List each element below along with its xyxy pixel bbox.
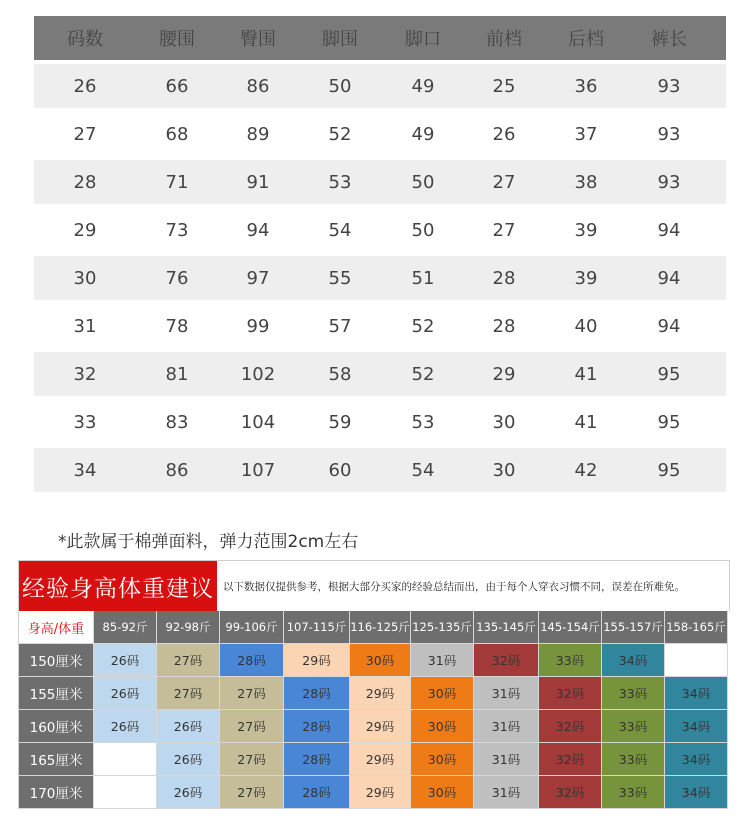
empty-cell [665,644,728,677]
table-row [34,400,726,444]
size-cell: 29码 [350,710,411,743]
table-cell: 38 [574,171,598,193]
table-cell: 91 [246,171,270,193]
table-cell: 102 [240,363,276,385]
table-cell: 71 [165,171,189,193]
weight-header: 85-92斤 [94,611,157,644]
table-cell: 31 [73,315,97,337]
size-cell: 26码 [157,710,220,743]
size-cell: 29码 [350,677,411,710]
table-row [34,448,726,492]
height-label: 170厘米 [19,776,94,809]
table-cell: 59 [328,411,352,433]
table-cell: 53 [328,171,352,193]
table-cell: 28 [73,171,97,193]
size-cell: 30码 [411,710,474,743]
header-waist: 腰围 [159,29,195,50]
table-cell: 55 [328,267,352,289]
table-cell: 73 [165,219,189,241]
table-cell: 97 [246,267,270,289]
table-cell: 32 [73,363,97,385]
size-cell: 26码 [94,710,157,743]
fabric-note: *此款属于棉弹面料，弹力范围2cm左右 [58,532,359,552]
size-cell: 31码 [474,743,539,776]
table-cell: 99 [246,315,270,337]
size-cell: 32码 [539,776,602,809]
table-cell: 94 [246,219,270,241]
weight-header: 107-115斤 [284,611,350,644]
table-cell: 29 [492,363,516,385]
table-cell: 95 [657,363,681,385]
table-cell: 95 [657,411,681,433]
table-cell: 25 [492,75,516,97]
table-cell: 54 [411,459,435,481]
weight-header: 125-135斤 [411,611,474,644]
recommendation-table [18,560,730,809]
size-cell: 32码 [474,644,539,677]
size-cell: 34码 [665,710,728,743]
table-row [34,208,726,252]
table-cell: 57 [328,315,352,337]
size-cell: 27码 [157,677,220,710]
size-cell: 32码 [539,710,602,743]
size-cell: 34码 [665,776,728,809]
table-cell: 50 [411,219,435,241]
table-cell: 93 [657,171,681,193]
size-cell: 28码 [284,776,350,809]
size-cell: 33码 [602,776,665,809]
table-cell: 40 [574,315,598,337]
table-cell: 30 [492,459,516,481]
size-cell: 31码 [411,644,474,677]
table-cell: 28 [492,267,516,289]
empty-cell [94,776,157,809]
size-cell: 32码 [539,677,602,710]
table-cell: 94 [657,219,681,241]
size-cell: 29码 [350,776,411,809]
table-cell: 95 [657,459,681,481]
size-cell: 28码 [284,677,350,710]
size-cell: 29码 [350,743,411,776]
table-cell: 41 [574,411,598,433]
table-cell: 94 [657,315,681,337]
size-cell: 26码 [157,743,220,776]
header-leg-opening: 脚口 [405,29,441,50]
size-cell: 31码 [474,776,539,809]
size-table-header [34,16,726,60]
table-cell: 94 [657,267,681,289]
table-cell: 52 [411,315,435,337]
table-cell: 49 [411,123,435,145]
empty-cell [94,743,157,776]
table-cell: 54 [328,219,352,241]
recommendation-grid [18,611,730,809]
size-cell: 33码 [539,644,602,677]
table-cell: 104 [240,411,276,433]
table-cell: 68 [165,123,189,145]
size-cell: 27码 [220,776,284,809]
table-row [34,64,726,108]
size-cell: 31码 [474,677,539,710]
table-cell: 27 [73,123,97,145]
table-cell: 36 [574,75,598,97]
table-cell: 30 [73,267,97,289]
weight-header: 158-165斤 [665,611,728,644]
header-back-rise: 后档 [568,29,604,50]
height-label: 165厘米 [19,743,94,776]
table-row [34,160,726,204]
table-cell: 42 [574,459,598,481]
table-cell: 76 [165,267,189,289]
header-ankle: 脚围 [322,29,358,50]
table-cell: 58 [328,363,352,385]
table-cell: 50 [328,75,352,97]
weight-header: 155-157斤 [602,611,665,644]
table-row [34,352,726,396]
table-cell: 37 [574,123,598,145]
size-cell: 30码 [411,776,474,809]
table-cell: 86 [246,75,270,97]
size-cell: 28码 [220,644,284,677]
header-length: 裤长 [651,29,687,50]
table-cell: 60 [328,459,352,481]
table-cell: 83 [165,411,189,433]
size-cell: 33码 [602,710,665,743]
table-cell: 81 [165,363,189,385]
weight-header: 99-106斤 [220,611,284,644]
table-cell: 34 [73,459,97,481]
size-cell: 26码 [94,677,157,710]
size-cell: 33码 [602,677,665,710]
size-cell: 31码 [474,710,539,743]
table-cell: 93 [657,123,681,145]
table-cell: 66 [165,75,189,97]
height-label: 150厘米 [19,644,94,677]
table-cell: 39 [574,267,598,289]
table-cell: 93 [657,75,681,97]
table-cell: 78 [165,315,189,337]
recommendation-title: 经验身高体重建议 [19,561,217,611]
size-cell: 34码 [665,743,728,776]
recommendation-header [18,560,730,611]
size-cell: 34码 [665,677,728,710]
height-label: 155厘米 [19,677,94,710]
table-row [34,304,726,348]
size-cell: 27码 [220,677,284,710]
header-front-rise: 前档 [486,29,522,50]
size-cell: 27码 [157,644,220,677]
size-cell: 28码 [284,710,350,743]
table-cell: 28 [492,315,516,337]
table-cell: 29 [73,219,97,241]
size-table [34,16,726,492]
table-cell: 26 [492,123,516,145]
weight-header: 145-154斤 [539,611,602,644]
table-cell: 49 [411,75,435,97]
table-cell: 41 [574,363,598,385]
size-cell: 34码 [602,644,665,677]
weight-header: 135-145斤 [474,611,539,644]
weight-header: 92-98斤 [157,611,220,644]
corner-header: 身高/体重 [19,611,94,644]
height-label: 160厘米 [19,710,94,743]
header-hip: 臀围 [240,29,276,50]
size-cell: 26码 [157,776,220,809]
table-cell: 27 [492,219,516,241]
size-cell: 27码 [220,743,284,776]
recommendation-description: 以下数据仅提供参考，根据大部分买家的经验总结而出，由于每个人穿衣习惯不同，误差在所难免。 [223,580,685,593]
size-cell: 28码 [284,743,350,776]
table-cell: 107 [240,459,276,481]
table-cell: 52 [328,123,352,145]
weight-header: 116-125斤 [350,611,411,644]
size-cell: 33码 [602,743,665,776]
table-cell: 50 [411,171,435,193]
header-size: 码数 [67,29,103,50]
size-cell: 32码 [539,743,602,776]
size-cell: 29码 [284,644,350,677]
size-cell: 30码 [411,743,474,776]
table-cell: 39 [574,219,598,241]
size-cell: 30码 [411,677,474,710]
table-row [34,256,726,300]
table-cell: 30 [492,411,516,433]
table-cell: 86 [165,459,189,481]
table-cell: 27 [492,171,516,193]
table-row [34,112,726,156]
table-cell: 33 [73,411,97,433]
table-cell: 89 [246,123,270,145]
size-cell: 27码 [220,710,284,743]
size-cell: 26码 [94,644,157,677]
table-cell: 52 [411,363,435,385]
table-cell: 51 [411,267,435,289]
table-cell: 26 [73,75,97,97]
table-cell: 53 [411,411,435,433]
size-cell: 30码 [350,644,411,677]
